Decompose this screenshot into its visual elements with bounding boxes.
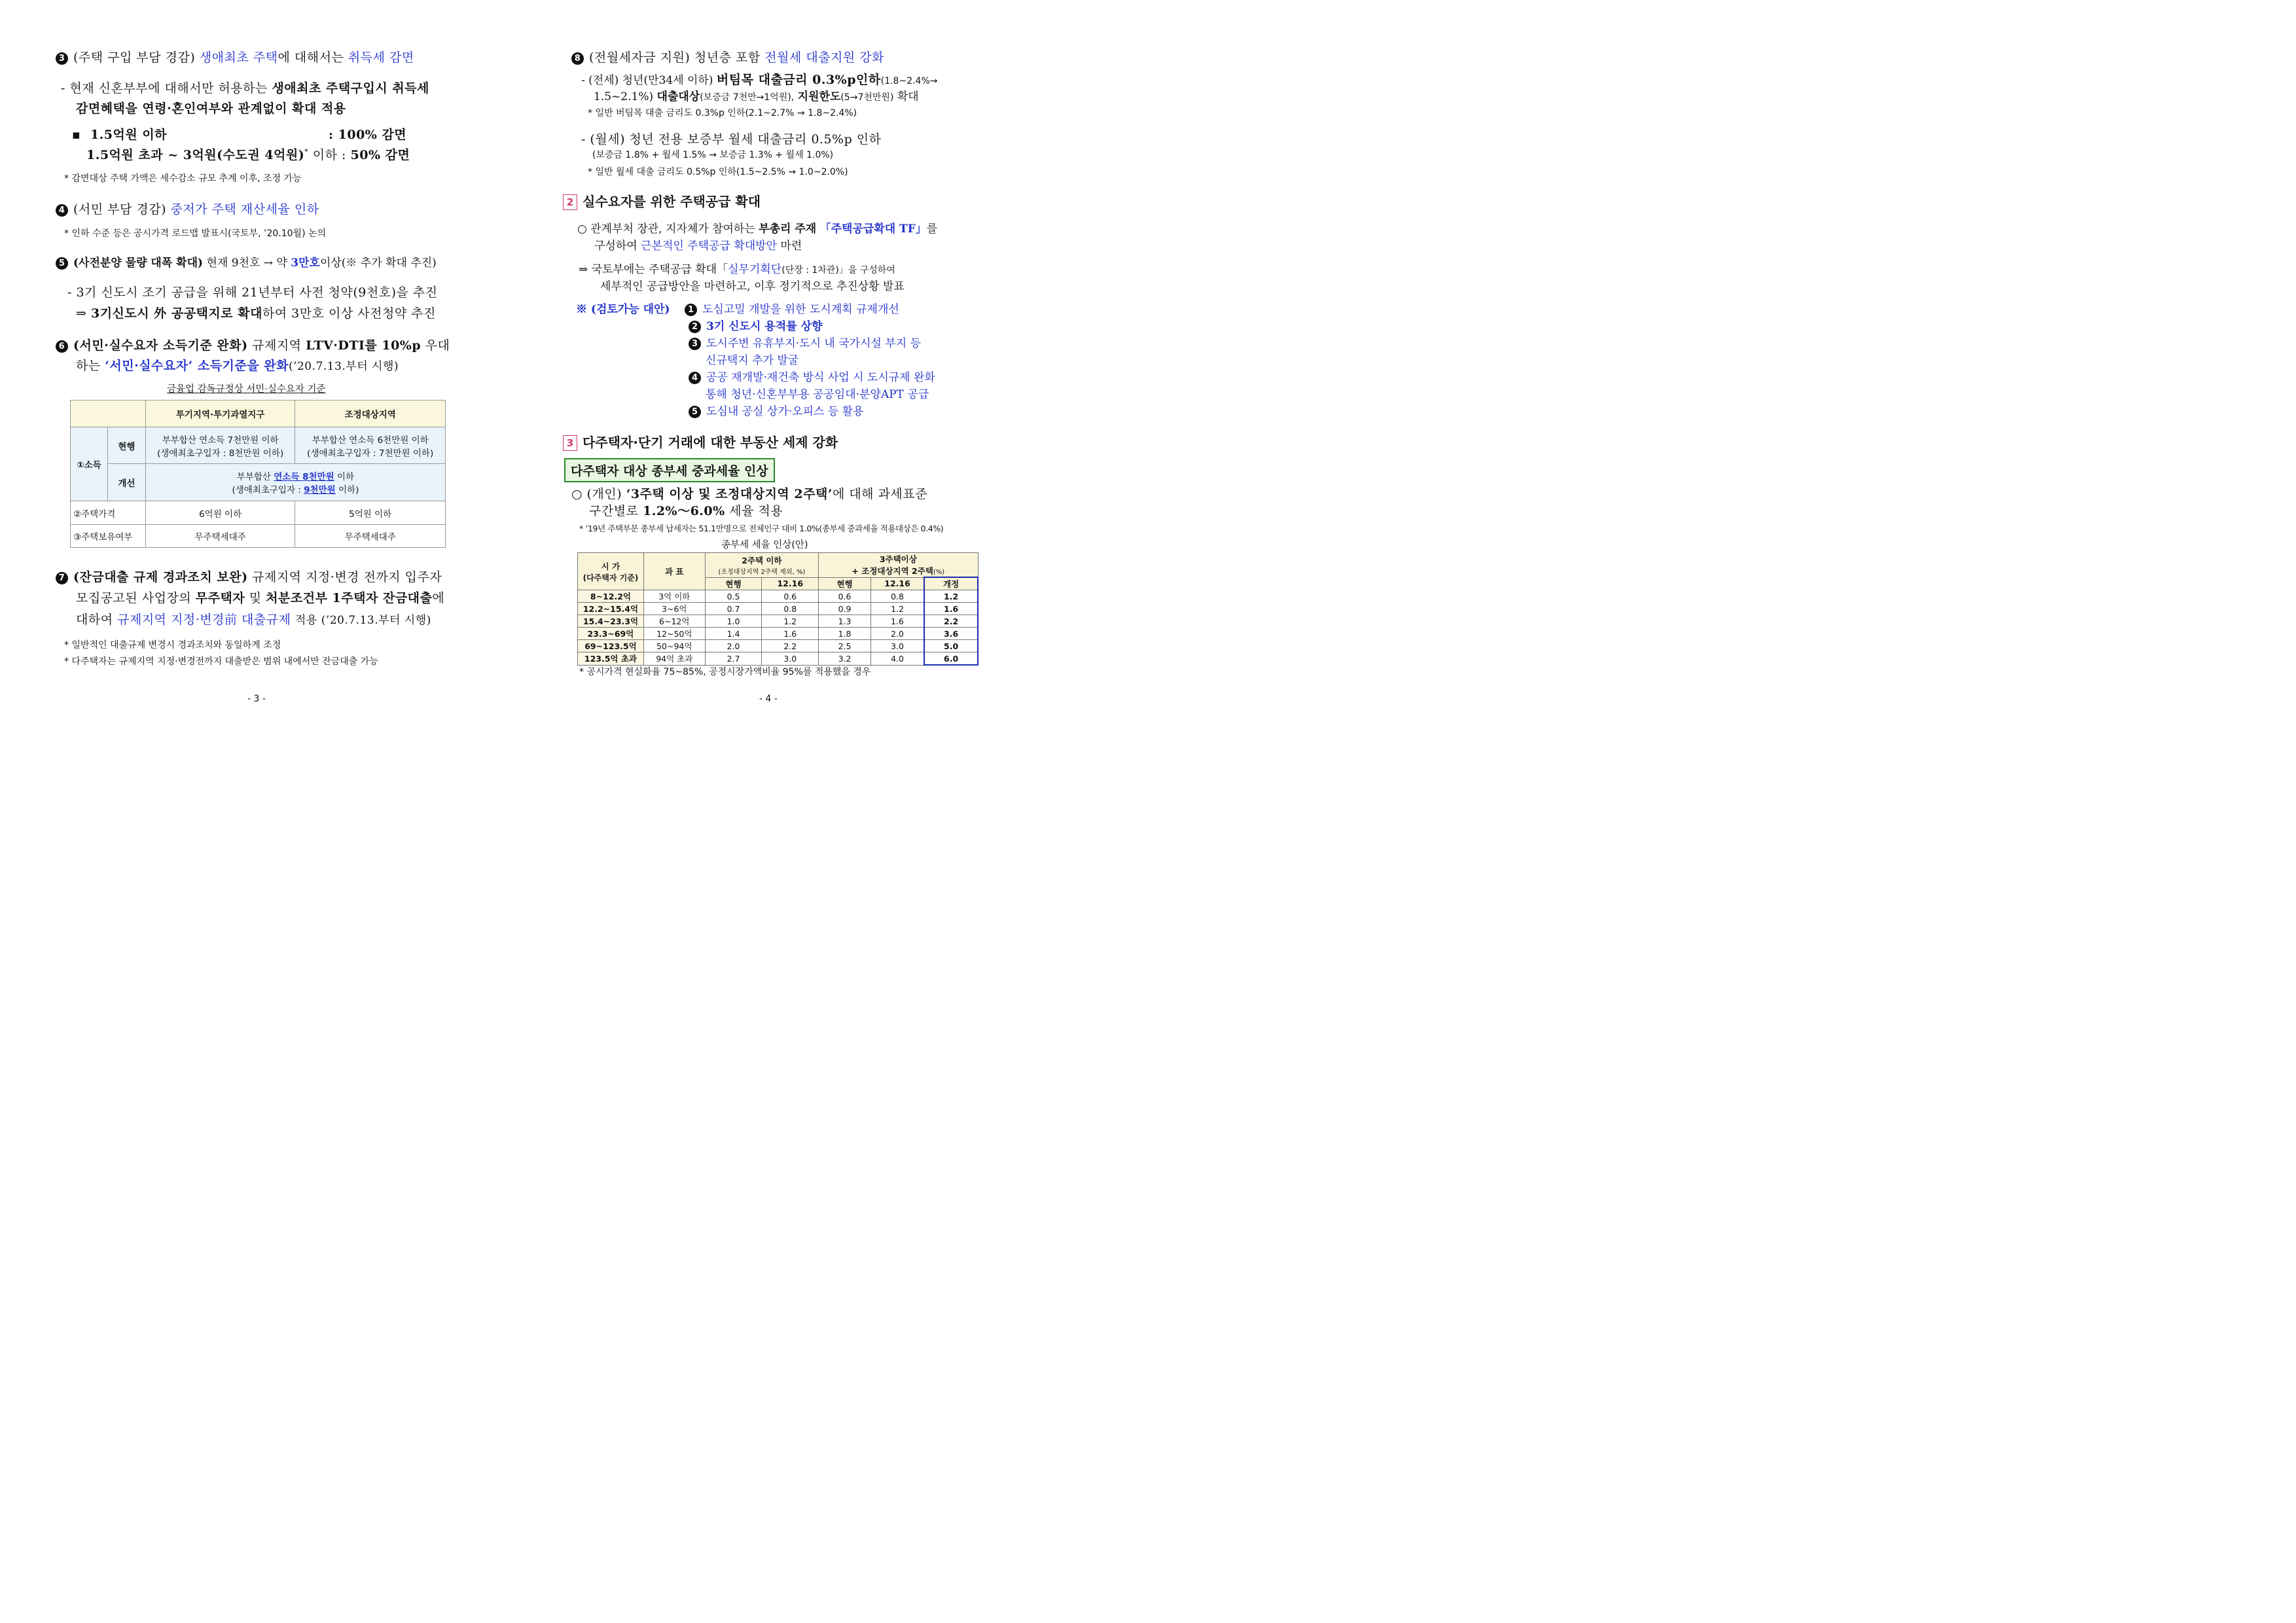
review-item-4b: 통해 청년·신혼부부용 공공임대·분양APT 공급 [706, 388, 929, 401]
s3-line1: - 현재 신혼부부에 대해서만 허용하는 생애최초 주택구입시 취득세 [61, 81, 429, 96]
table2-cell-c: 1.8 [819, 628, 871, 640]
table1-own-a: 무주택세대주 [145, 525, 295, 548]
review-item-1: 1 도심고밀 개발을 위한 도시계획 규제개선 [685, 300, 899, 316]
table1-current-a: 부부합산 연소득 7천만원 이하 (생애최초구입자 : 8천만원 이하) [145, 427, 295, 464]
table2-cell-d: 1.6 [870, 615, 924, 628]
table2-cell-gwa: 3~6억 [643, 603, 705, 615]
table1-corner [71, 401, 146, 427]
table1-price-b: 5억원 이하 [295, 501, 446, 525]
table2-cell-e: 5.0 [924, 640, 978, 652]
s7-line2: 모집공고된 사업장의 무주택자 및 처분조건부 1주택자 잔금대출에 [76, 591, 445, 605]
section-7: 7 (잔금대출 규제 경과조치 보완) 규제지역 지정·변경 전까지 입주자 [56, 567, 442, 585]
table2-cell-siga: 23.3~69억 [578, 628, 644, 640]
table2-cell-gwa: 50~94억 [643, 640, 705, 652]
table2-cell-e: 6.0 [924, 652, 978, 666]
table2-header-1216: 12.16 [762, 577, 819, 590]
table2-cell-d: 3.0 [870, 640, 924, 652]
number-7-icon: 7 [56, 572, 68, 584]
table2-cell-gwa: 94억 초과 [643, 652, 705, 666]
page-number-right: - 4 - [759, 694, 778, 704]
table2-cell-d: 4.0 [870, 652, 924, 666]
table2-cell-e: 2.2 [924, 615, 978, 628]
table2-cell-c: 0.9 [819, 603, 871, 615]
review-item-3b: 신규택지 추가 발굴 [706, 354, 799, 367]
table2-cell-e: 1.6 [924, 603, 978, 615]
table2-cell-a: 1.4 [705, 628, 762, 640]
table-row [578, 628, 978, 640]
table2-header-three: 3주택이상 + 조정대상지역 2주택(%) [819, 553, 978, 578]
table2-header-cur: 현행 [705, 577, 762, 590]
h2-line2: 구성하여 근본적인 주택공급 확대방안 마련 [594, 240, 802, 253]
h2-line4: 세부적인 공급방안을 마련하고, 이후 정기적으로 추진상황 발표 [600, 280, 905, 293]
table2-cell-d: 0.8 [870, 590, 924, 603]
table-row [578, 603, 978, 615]
number-5b-icon: 5 [689, 406, 701, 418]
s7-line3: 대하여 규제지역 지정·변경前 대출규제 적용 (’20.7.13.부터 시행) [76, 613, 431, 627]
s5-line2: ⇒ 3기신도시 外 공공택지로 확대하여 3만호 이상 사전청약 추진 [76, 306, 436, 321]
table2-header-cur2: 현행 [819, 577, 871, 590]
table2-cell-siga: 69~123.5억 [578, 640, 644, 652]
number-3-icon: 3 [56, 52, 68, 65]
heading-2: 2 실수요자를 위한 주택공급 확대 [563, 191, 761, 210]
table-row [578, 590, 978, 603]
number-1-icon: 1 [685, 304, 697, 316]
table2-cell-b: 3.0 [762, 652, 819, 666]
table2-cell-a: 1.0 [705, 615, 762, 628]
table2-cell-b: 1.6 [762, 628, 819, 640]
table2-cell-c: 3.2 [819, 652, 871, 666]
table2-cell-a: 0.5 [705, 590, 762, 603]
table1-income-label: ①소득 [71, 427, 108, 501]
number-2-icon: 2 [689, 321, 701, 333]
s3-note: * 감면대상 주택 가액은 세수감소 규모 추계 이후, 조정 가능 [64, 173, 302, 184]
table1-improved-label: 개선 [107, 464, 145, 501]
s4-note: * 인하 수준 등은 공시가격 로드맵 발표시(국토부, ’20.10월) 논의 [64, 228, 327, 239]
s8-line4: (보증금 1.8% + 월세 1.5% → 보증금 1.3% + 월세 1.0%) [592, 150, 834, 160]
table2-cell-b: 1.2 [762, 615, 819, 628]
section-4: 4 (서민 부담 경감) 중저가 주택 재산세율 인하 [56, 200, 319, 217]
number-6-icon: 6 [56, 340, 68, 353]
table1-own-b: 무주택세대주 [295, 525, 446, 548]
table2-cell-b: 0.6 [762, 590, 819, 603]
s3-line3: ▪ 1.5억원 이하 [72, 128, 168, 142]
s7-note2: * 다주택자는 규제지역 지정·변경전까지 대출받은 범위 내에서만 잔금대출 가능 [64, 656, 378, 667]
section-3: 3 (주택 구입 부담 경감) 생애최초 주택에 대해서는 취득세 감면 [56, 48, 414, 65]
table1-price-label: ②주택가격 [71, 501, 146, 525]
table2-body [578, 590, 978, 666]
box-note: * ’19년 주택부문 종부세 납세자는 51.1만명으로 전체인구 대비 1.0%(종부세 중과세율 적용대상은 0.4%) [579, 524, 944, 533]
heading-3: 3 다주택자·단기 거래에 대한 부동산 세제 강화 [563, 432, 838, 451]
table2-note: * 공시가격 현실화율 75~85%, 공정시장가액비율 95%를 적용했을 경우 [579, 667, 871, 677]
table2-cell-siga: 12.2~15.4억 [578, 603, 644, 615]
s8-line3: - (월세) 청년 전용 보증부 월세 대출금리 0.5%p 인하 [581, 132, 882, 147]
comprehensive-tax-box-title: 다주택자 대상 종부세 중과세율 인상 [564, 458, 775, 482]
table1-header-speculation: 투기지역·투기과열지구 [145, 401, 295, 427]
review-item-3: 3 도시주변 유휴부지·도시 내 국가시설 부지 등 [689, 334, 921, 350]
s3-line3-rate: : 100% 감면 [329, 128, 407, 142]
section-6: 6 (서민·실수요자 소득기준 완화) 규제지역 LTV·DTI를 10%p 우대 [56, 336, 450, 353]
table2-cell-b: 0.8 [762, 603, 819, 615]
s8-line2: 1.5~2.1%) 대출대상(보증금 7천만→1억원), 지원한도(5→7천만원) 확대 [594, 90, 919, 103]
s3-line4: 1.5억원 초과 ~ 3억원(수도권 4억원)* 이하 : 50% 감면 [86, 147, 410, 162]
s6-line2: 하는 ‘서민·실수요자’ 소득기준을 완화(’20.7.13.부터 시행) [76, 359, 399, 373]
box-line1: ○ (개인) ‘3주택 이상 및 조정대상지역 2주택’에 대해 과세표준 [571, 487, 927, 501]
number-5-icon: 5 [56, 257, 68, 270]
square-number-3-icon: 3 [563, 435, 577, 451]
table1-improved-value: 부부합산 연소득 8천만원 이하 (생애최초구입자 : 9천만원 이하) [145, 464, 445, 501]
table2-header-12162: 12.16 [870, 577, 924, 590]
s8-note1: * 일반 버팀목 대출 금리도 0.3%p 인하(2.1~2.7% → 1.8~2.4%) [588, 108, 857, 118]
table1-current-label: 현행 [107, 427, 145, 464]
number-3b-icon: 3 [689, 338, 701, 350]
square-number-2-icon: 2 [563, 194, 577, 210]
table2-cell-d: 1.2 [870, 603, 924, 615]
table2-header-two: 2주택 이하 (조정대상지역 2주택 제외, %) [705, 553, 819, 578]
table2-cell-gwa: 6~12억 [643, 615, 705, 628]
table1-price-a: 6억원 이하 [145, 501, 295, 525]
number-4-icon: 4 [56, 204, 68, 217]
table1-own-label: ③주택보유여부 [71, 525, 146, 548]
table2-cell-gwa: 12~50억 [643, 628, 705, 640]
table2-cell-siga: 123.5억 초과 [578, 652, 644, 666]
page-number-left: - 3 - [247, 694, 266, 704]
s8-note2: * 일반 월세 대출 금리도 0.5%p 인하(1.5~2.5% → 1.0~2.0%) [588, 167, 848, 177]
tax-rate-table [577, 552, 978, 666]
box-line2: 구간별로 1.2%～6.0% 세율 적용 [589, 504, 783, 518]
income-criteria-table [70, 400, 446, 548]
table2-cell-siga: 8~12.2억 [578, 590, 644, 603]
table1-caption: 금융업 감독규정상 서민·실수요자 기준 [167, 384, 326, 395]
s5-line1: - 3기 신도시 조기 공급을 위해 21년부터 사전 청약(9천호)을 추진 [67, 285, 438, 300]
review-item-2: 2 3기 신도시 용적률 상향 [689, 317, 822, 333]
table2-cell-b: 2.2 [762, 640, 819, 652]
table1-header-adjusted: 조정대상지역 [295, 401, 446, 427]
review-item-5: 5 도심내 공실 상가·오피스 등 활용 [689, 402, 864, 418]
table2-cell-gwa: 3억 이하 [643, 590, 705, 603]
table-row [578, 615, 978, 628]
table2-cell-a: 0.7 [705, 603, 762, 615]
table2-cell-c: 0.6 [819, 590, 871, 603]
table2-cell-a: 2.7 [705, 652, 762, 666]
table1-current-b: 부부합산 연소득 6천만원 이하 (생애최초구입자 : 7천만원 이하) [295, 427, 446, 464]
table2-cell-d: 2.0 [870, 628, 924, 640]
number-4b-icon: 4 [689, 372, 701, 384]
s7-note1: * 일반적인 대출규제 변경시 경과조치와 동일하게 조정 [64, 640, 281, 651]
s3-line2: 감면혜택을 연령·혼인여부와 관계없이 확대 적용 [76, 101, 346, 116]
table-row [578, 640, 978, 652]
table2-header-gwapyo: 과 표 [643, 553, 705, 590]
table2-cell-siga: 15.4~23.3억 [578, 615, 644, 628]
h2-line1: ○ 관계부처 장관, 지자체가 참여하는 부총리 주재 「주택공급확대 TF」를 [577, 223, 938, 236]
table-row [578, 652, 978, 666]
table2-caption: 종부세 세율 인상(안) [721, 540, 808, 550]
table2-header-siga: 시 가 (다주택자 기준) [578, 553, 644, 590]
table2-cell-e: 1.2 [924, 590, 978, 603]
s8-line1: - (전세) 청년(만34세 이하) 버팀목 대출금리 0.3%p인하(1.8~2.4%→ [581, 73, 938, 87]
review-label: ※ (검토가능 대안) [576, 303, 670, 316]
section-8: 8 (전월세자금 지원) 청년층 포함 전월세 대출지원 강화 [571, 48, 884, 65]
review-item-4: 4 공공 재개발·재건축 방식 사업 시 도시규제 완화 [689, 368, 935, 384]
number-8-icon: 8 [571, 52, 584, 65]
table2-header-new: 개정 [924, 577, 978, 590]
table2-cell-c: 2.5 [819, 640, 871, 652]
table2-cell-e: 3.6 [924, 628, 978, 640]
table2-cell-c: 1.3 [819, 615, 871, 628]
h2-line3: ⇒ 국토부에는 주택공급 확대「실무기획단(단장 : 1차관)」을 구성하여 [579, 263, 895, 276]
table2-cell-a: 2.0 [705, 640, 762, 652]
section-5: 5 (사전분양 물량 대폭 확대) 현재 9천호 → 약 3만호이상(※ 추가 확대 추진) [56, 253, 437, 270]
